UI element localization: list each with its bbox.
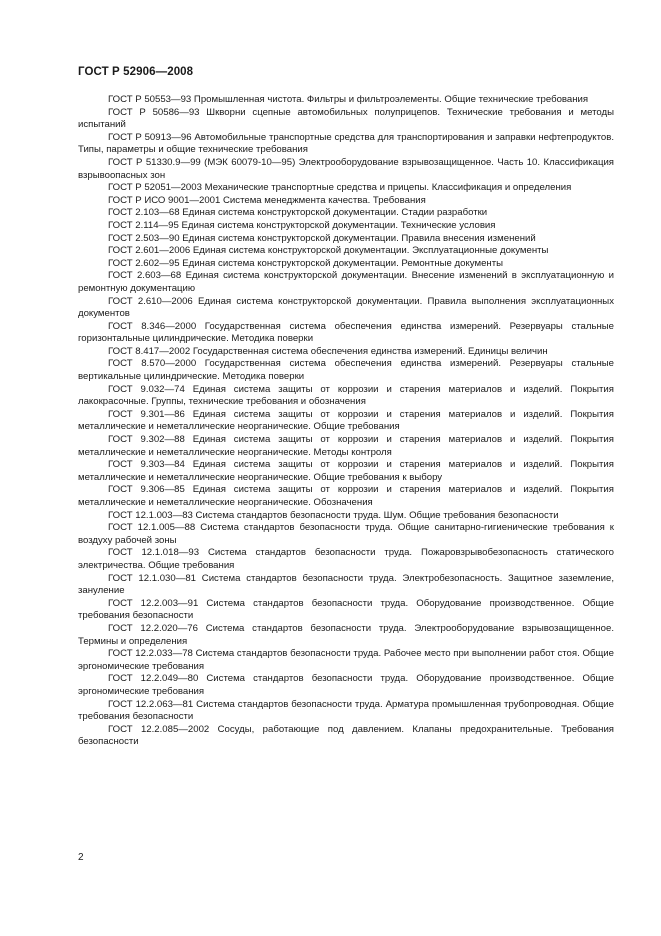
reference-entry: ГОСТ Р 52051—2003 Механические транспортные средства и прицепы. Классификация и определения bbox=[108, 182, 572, 194]
reference-entry: ГОСТ 12.1.005—88 Система стандартов безопасности труда. Общие санитарно-гигиенические требования к воздуху рабочей зоны bbox=[78, 522, 614, 546]
normative-references-list bbox=[78, 94, 614, 749]
reference-entry: ГОСТ 12.1.030—81 Система стандартов безопасности труда. Электробезопасность. Защитное заземление, зануление bbox=[78, 572, 614, 597]
reference-entry: ГОСТ 12.2.085—2002 Сосуды, работающие под давлением. Клапаны предохранительные. Требования безопасности bbox=[78, 723, 614, 748]
reference-entry: ГОСТ 2.602—95 Единая система конструкторской документации. Ремонтные документы bbox=[108, 257, 503, 269]
page-number: 2 bbox=[78, 852, 84, 863]
reference-entry: ГОСТ 12.1.018—93 Система стандартов безопасности труда. Пожаровзрывобезопасность статического электричества. Общие требования bbox=[78, 547, 614, 571]
document-header: ГОСТ Р 52906—2008 bbox=[78, 66, 194, 78]
reference-entry: ГОСТ 12.2.033—78 Система стандартов безопасности труда. Рабочее место при выполнении работ стоя. Общие эргономические требования bbox=[78, 648, 614, 672]
reference-entry: ГОСТ 2.610—2006 Единая система конструкторской документации. Правила выполнения эксплуатационных документов bbox=[78, 295, 614, 320]
reference-entry: ГОСТ 2.603—68 Единая система конструкторской документации. Внесение изменений в эксплуатационную и ремонтную документацию bbox=[78, 270, 614, 294]
reference-entry: ГОСТ Р 50913—96 Автомобильные транспортные средства для транспортирования и заправки нефтепродуктов. Типы, параметры и общие технические требования bbox=[78, 131, 614, 156]
reference-entry: ГОСТ Р 51330.9—99 (МЭК 60079-10—95) Электрооборудование взрывозащищенное. Часть 10. Классификация взрывоопасных зон bbox=[78, 156, 614, 181]
reference-entry: ГОСТ 2.114—95 Единая система конструкторской документации. Технические условия bbox=[108, 219, 496, 231]
reference-entry: ГОСТ 8.346—2000 Государственная система обеспечения единства измерений. Резервуары стальные горизонтальные цилиндрические. Методика поверки bbox=[78, 320, 614, 345]
reference-entry: ГОСТ 12.2.063—81 Система стандартов безопасности труда. Арматура промышленная трубопроводная. Общие требования безопасности bbox=[78, 698, 614, 723]
reference-entry: ГОСТ Р ИСО 9001—2001 Система менеджмента качества. Требования bbox=[108, 194, 426, 206]
reference-entry: ГОСТ 8.570—2000 Государственная система обеспечения единства измерений. Резервуары стальные вертикальные цилиндрические. Методика поверки bbox=[78, 358, 614, 383]
reference-entry: ГОСТ 9.301—86 Единая система защиты от коррозии и старения материалов и изделий. Покрытия металлические и неметаллические неорганические. Общие требования bbox=[78, 408, 614, 433]
reference-entry: ГОСТ 8.417—2002 Государственная система обеспечения единства измерений. Единицы величин bbox=[108, 345, 548, 357]
reference-entry: ГОСТ 12.2.020—76 Система стандартов безопасности труда. Электрооборудование взрывозащищенное. Термины и определения bbox=[78, 622, 614, 647]
reference-entry: ГОСТ 12.2.003—91 Система стандартов безопасности труда. Оборудование производственное. Общие требования безопасности bbox=[78, 597, 614, 622]
reference-entry: ГОСТ 12.1.003—83 Система стандартов безопасности труда. Шум. Общие требования безопасности bbox=[108, 509, 559, 521]
reference-entry: ГОСТ 9.032—74 Единая система защиты от коррозии и старения материалов и изделий. Покрытия лакокрасочные. Группы, технические требования и обозначения bbox=[78, 383, 614, 408]
reference-entry: ГОСТ 9.303—84 Единая система защиты от коррозии и старения материалов и изделий. Покрытия металлические и неметаллические неорганические. Общие требования к выбору bbox=[78, 459, 614, 483]
reference-entry: ГОСТ 9.306—85 Единая система защиты от коррозии и старения материалов и изделий. Покрытия металлические и неметаллические неорганические. Обозначения bbox=[78, 484, 614, 508]
reference-entry: ГОСТ 2.103—68 Единая система конструкторской документации. Стадии разработки bbox=[108, 207, 488, 219]
reference-entry: ГОСТ 2.503—90 Единая система конструкторской документации. Правила внесения изменений bbox=[108, 232, 536, 244]
reference-entry: ГОСТ Р 50553—93 Промышленная чистота. Фильтры и фильтроэлементы. Общие технические требования bbox=[108, 94, 589, 105]
reference-entry: ГОСТ 9.302—88 Единая система защиты от коррозии и старения материалов и изделий. Покрытия металлические и неметаллические неорганические. Методы контроля bbox=[78, 434, 614, 458]
reference-entry: ГОСТ 2.601—2006 Единая система конструкторской документации. Эксплуатационные документы bbox=[108, 245, 549, 257]
reference-entry: ГОСТ Р 50586—93 Шкворни сцепные автомобильных полуприцепов. Технические требования и методы испытаний bbox=[78, 106, 614, 131]
reference-entry: ГОСТ 12.2.049—80 Система стандартов безопасности труда. Оборудование производственное. Общие эргономические требования bbox=[78, 673, 614, 697]
